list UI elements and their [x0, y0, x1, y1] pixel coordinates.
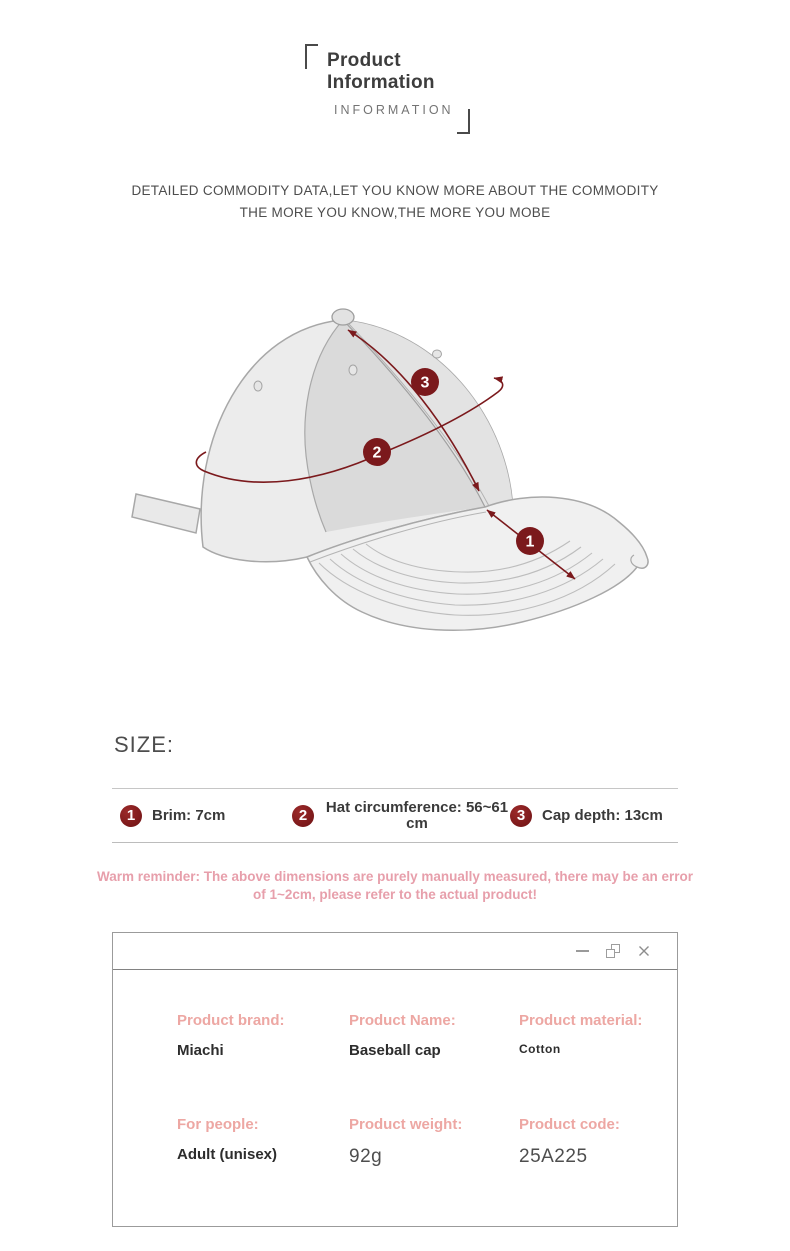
- marker-1-number: 1: [525, 533, 535, 551]
- size-heading: SIZE:: [114, 732, 175, 757]
- minimize-bar: [576, 950, 589, 952]
- spec-row: [177, 1116, 677, 1168]
- spec-body: [113, 970, 677, 1168]
- spec-cell-weight: [349, 1116, 519, 1168]
- marker-3-number: 3: [420, 374, 430, 392]
- size-item-2-badge: 2: [292, 805, 314, 827]
- cap-measurement-diagram: [114, 270, 676, 670]
- spec-label: For people:: [177, 1116, 259, 1133]
- spec-label: Product weight:: [349, 1116, 463, 1133]
- page-subtitle: INFORMATION: [334, 103, 454, 117]
- spec-window: [112, 932, 678, 1227]
- spec-value: Miachi: [177, 1042, 224, 1059]
- spec-label: Product brand:: [177, 1012, 285, 1029]
- spec-cell-name: [349, 1012, 519, 1059]
- spec-value: Adult (unisex): [177, 1146, 277, 1163]
- cap-eyelet: [254, 381, 262, 391]
- size-item-1-badge: 1: [120, 805, 142, 827]
- spec-window-titlebar: [113, 933, 677, 970]
- size-item-1-label: Brim: 7cm: [152, 806, 226, 824]
- restore-icon[interactable]: [606, 944, 620, 958]
- corner-bracket-top-left-icon: [305, 44, 318, 69]
- page-title-line2: Information: [327, 71, 435, 93]
- close-icon[interactable]: [637, 944, 651, 958]
- cap-eyelet: [433, 350, 442, 358]
- size-item-3-badge: 3: [510, 805, 532, 827]
- restore-front-square: [606, 949, 615, 958]
- size-item-depth: [510, 805, 678, 827]
- spec-label: Product code:: [519, 1116, 620, 1133]
- size-item-brim: [120, 805, 292, 827]
- spec-label: Product Name:: [349, 1012, 456, 1029]
- size-table: [112, 788, 678, 843]
- size-item-3-label: Cap depth: 13cm: [542, 806, 663, 824]
- spec-value: 92g: [349, 1146, 383, 1167]
- intro-line1: DETAILED COMMODITY DATA,LET YOU KNOW MORE ABOUT THE COMMODITY: [131, 183, 659, 198]
- size-item-2-label: Hat circumference: 56~61 cm: [325, 798, 509, 832]
- intro-text: [0, 180, 790, 224]
- marker-1-badge: [516, 527, 544, 555]
- cap-strap: [132, 494, 200, 533]
- spec-cell-brand: [177, 1012, 349, 1059]
- corner-bracket-bottom-right-icon: [457, 109, 470, 134]
- cap-eyelet: [349, 365, 357, 375]
- warm-reminder: Warm reminder: The above dimensions are purely manually measured, there may be an error of 1~2cm, please refer to the actual product!: [97, 869, 693, 902]
- intro-line2: THE MORE YOU KNOW,THE MORE YOU MOBE: [239, 205, 551, 220]
- marker-3-badge: [411, 368, 439, 396]
- spec-cell-people: [177, 1116, 349, 1168]
- cap-button: [332, 309, 354, 325]
- spec-row: [177, 1012, 677, 1059]
- spec-cell-material: [519, 1012, 677, 1059]
- spec-label: Product material:: [519, 1012, 643, 1029]
- window-controls: [575, 944, 651, 958]
- spec-cell-code: [519, 1116, 677, 1168]
- page-title: [327, 50, 454, 117]
- spec-value: 25A225: [519, 1146, 588, 1167]
- spec-value: Cotton: [519, 1042, 561, 1056]
- spec-value: Baseball cap: [349, 1042, 441, 1059]
- size-item-circumference: [292, 800, 510, 832]
- marker-2-badge: [363, 438, 391, 466]
- minimize-icon[interactable]: [575, 944, 589, 958]
- page-title-line1: Product: [327, 50, 401, 71]
- marker-2-number: 2: [372, 444, 382, 462]
